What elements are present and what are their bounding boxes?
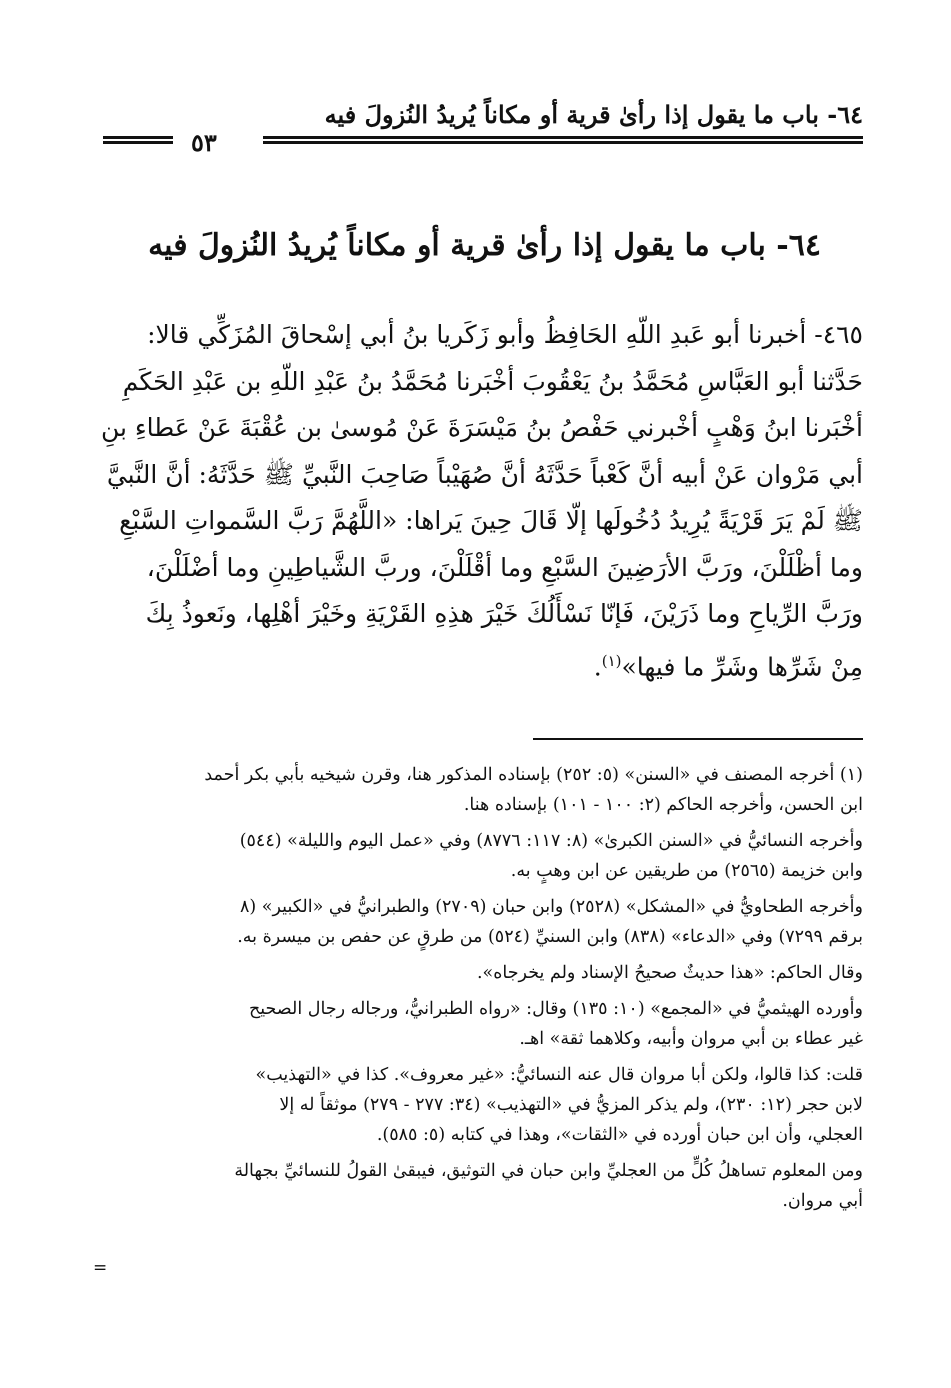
hadith-last-line xyxy=(88,638,863,691)
footnote-line: ابن الحسن، وأخرجه الحاكم (٢: ١٠٠ - ١٠١) بإسناده هنا. xyxy=(463,795,863,815)
hadith-line: أخْبَرنا ابنُ وَهْبٍ أخْبرني حَفْصُ بنُ مَيْسَرَةَ عَنْ مُوسىٰ بن عُقْبَةَ عَنْ عَطاءِ بنِ xyxy=(100,413,863,442)
footnote-line: غير عطاء بن أبي مروان وأبيه، وكلاهما ثقة» اهـ. xyxy=(519,1029,863,1049)
header-rule-short xyxy=(103,136,173,144)
footnote-line: وأخرجه الطحاويُّ في «المشكل» (٢٥٢٨) وابن حبان (٢٧٠٩) والطبرانيُّ في «الكبير» (٨ xyxy=(240,897,863,917)
page-number: ٥٣ xyxy=(191,128,217,157)
footnote-line: العجلي، وأن ابن حبان أورده في «الثقات»، وهذا في كتابه (٥: ٥٨٥). xyxy=(376,1125,863,1145)
running-header xyxy=(103,100,863,157)
footnote-line: وابن خزيمة (٢٥٦٥) من طريقين عن ابن وهبٍ به. xyxy=(510,861,863,881)
hadith-line: ٤٦٥- أخبرنا أبو عَبدِ اللّهِ الحَافِظُ وأبو زَكَريا بنُ أبي إسْحاقَ المُزَكِّي قالا: xyxy=(147,320,863,349)
footnote-separator xyxy=(533,738,863,740)
running-title: ٦٤- باب ما يقول إذا رأىٰ قرية أو مكاناً يُريدُ النُزولَ فيه xyxy=(324,100,863,129)
footnote-paragraph xyxy=(88,1060,863,1150)
footnote-line: أبي مروان. xyxy=(782,1191,863,1211)
hadith-line: حَدَّثنا أبو العَبَّاسِ مُحَمَّدُ بنُ يَعْقُوبَ أخْبَرنا مُحَمَّدُ بنُ عَبْدِ اللّهِ بن عَبْدِ الحَكَمِ xyxy=(122,366,863,396)
footnote-paragraph xyxy=(88,1156,863,1216)
footnote-line: قلت: كذا قالوا، ولكن أبا مروان قال عنه النسائيُّ: «غير معروف». كذا في «التهذيب» xyxy=(255,1065,863,1085)
footnote-line: برقم ٧٢٩٩) وفي «الدعاء» (٨٣٨) وابن السنيِّ (٥٢٤) من طرقٍ عن حفص بن ميسرة به. xyxy=(237,927,863,947)
footnote-paragraph xyxy=(88,826,863,886)
footnote-line: وقال الحاكم: «هذا حديثٌ صحيحُ الإسناد ولم يخرجاه». xyxy=(476,963,863,983)
hadith-line: مِنْ شَرِّها وشَرِّ ما فيها» xyxy=(621,651,863,681)
hadith-line: أبي مَرْوان عَنْ أبيه أنَّ كَعْباً حَدَّثَهُ أنَّ صُهَيْباً صَاحِبَ النَّبيِّ ﷺ حَدَّثَهُ: أنَّ النَّبيَّ xyxy=(106,459,863,489)
hadith-end-mark: . xyxy=(593,651,602,681)
footnote-reference: (١) xyxy=(601,651,622,670)
footnote-line: لابن حجر (١٢: ٢٣٠)، ولم يذكر المزيُّ في «التهذيب» (٣٤: ٢٧٧ - ٢٧٩) موثقاً له إلا xyxy=(279,1095,863,1115)
hadith-text xyxy=(88,312,863,690)
chapter-title: ٦٤- باب ما يقول إذا رأىٰ قرية أو مكاناً يُريدُ النُزولَ فيه xyxy=(148,228,821,263)
header-rule-long xyxy=(263,136,863,144)
continuation-mark: = xyxy=(93,1258,108,1278)
footnote-paragraph xyxy=(88,892,863,952)
footnote-line: ومن المعلوم تساهلُ كُلٍّ من العجليِّ وابن حبان في التوثيق، فيبقىٰ القولُ للنسائيِّ بجهالة xyxy=(234,1161,863,1181)
hadith-line: ﷺ لَمْ يَرَ قَرْيَةً يُرِيدُ دُخُولَها إلّا قَالَ حِينَ يَراها: «اللَّهُمَّ رَبَّ السَّمواتِ السَّبْعِ xyxy=(119,506,863,535)
footnotes xyxy=(88,760,863,1222)
footnote-line: وأخرجه النسائيُّ في «السنن الكبرىٰ» (٨: ١١٧: ٨٧٧٦) وفي «عمل اليوم والليلة» (٥٤٤) xyxy=(239,831,863,851)
hadith-line: وما أظْلَلْنَ، ورَبَّ الأرَضِينَ السَّبْعِ وما أقْلَلْنَ، وربَّ الشَّياطِينِ وما أضْلَلْنَ، xyxy=(146,552,863,582)
footnote-line: وأورده الهيثميُّ في «المجمع» (١٠: ١٣٥) وقال: «رواه الطبرانيُّ، ورجاله رجال الصحيح xyxy=(248,999,863,1019)
footnote-paragraph xyxy=(88,958,863,988)
footnote-line: (١) أخرجه المصنف في «السنن» (٥: ٢٥٢) بإسناده المذكور هنا، وقرن شيخيه بأبي بكر أحمد xyxy=(204,765,863,785)
hadith-line: ورَبَّ الرِّياحِ وما ذَرَيْنَ، فَإنّا نَسْأَلُكَ خَيْرَ هذِهِ القَرْيَةِ وخَيْرَ أهْلِها، ونَعوذُ بِكَ xyxy=(145,599,863,628)
footnote-paragraph xyxy=(88,760,863,820)
footnote-paragraph xyxy=(88,994,863,1054)
